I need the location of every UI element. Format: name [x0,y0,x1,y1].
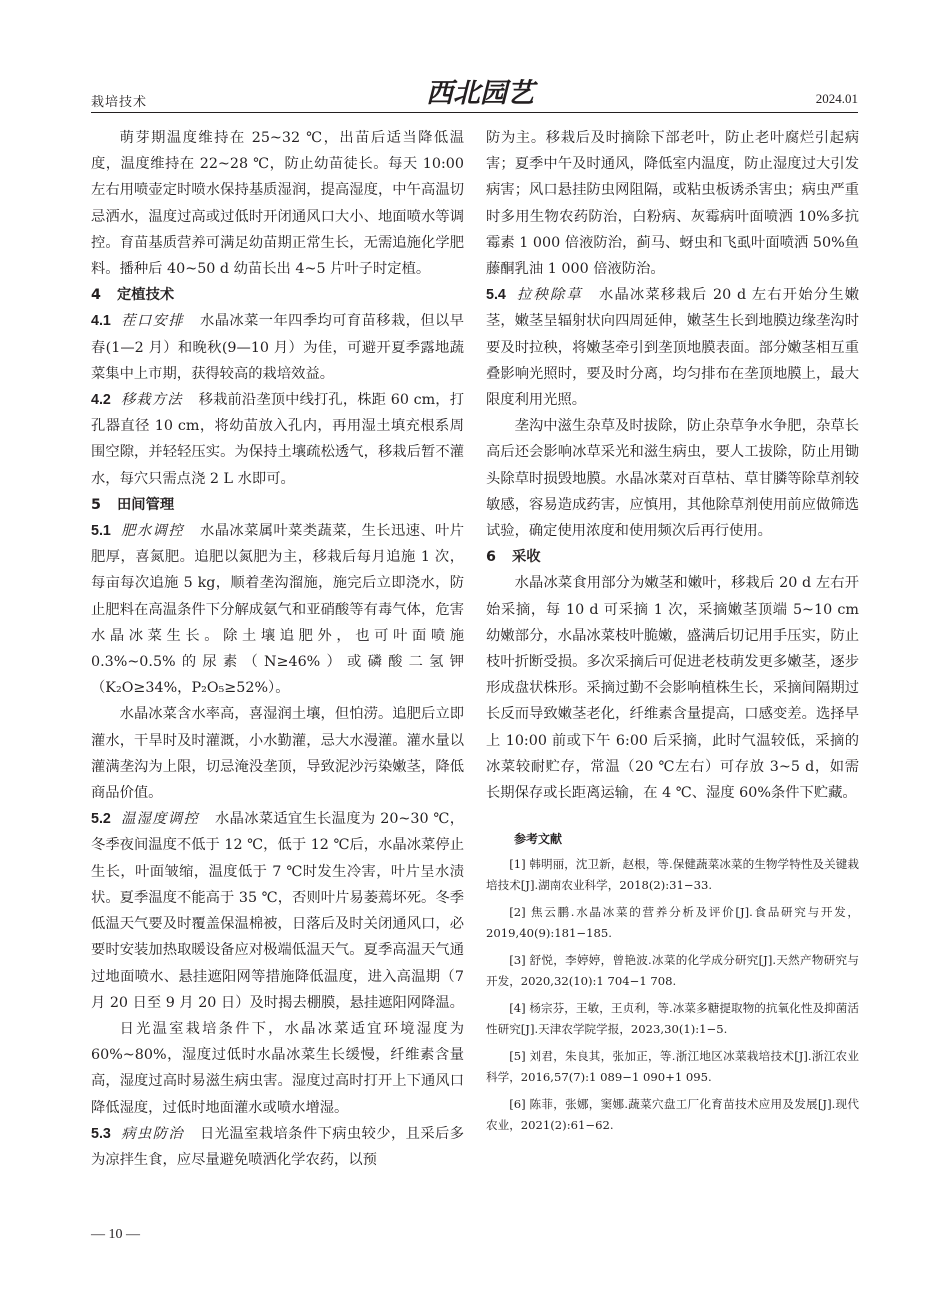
left-column [91,125,464,1173]
subsection-paragraph: 4.2 移栽方法 移栽前沿垄顶中线打孔，株距 60 cm，打孔器直径 10 cm，将幼苗放入孔内，再用湿土填充根系周围空隙，并轻轻压实。为保持土壤疏松透气，移栽后暂不灌水，每穴只需点浇 2 L 水即可。 [91,392,465,487]
paragraph: 水晶冰菜食用部分为嫩茎和嫩叶，移栽后 20 d 左右开始采摘，每 10 d 可采摘 1 次，采摘嫩茎顶端 5~10 cm 幼嫩部分，水晶冰菜枝叶脆嫩，盛满后切记用手压实，防止枝叶折断受损。多次采摘后可促进老枝萌发更多嫩茎，逐步形成盘状株形。采摘过勤不会影响植株生长，采摘间隔期过长反而导致嫩茎老化，纤维素含量提高，口感变差。选择早上 10:00 前或下午 6:00 后采摘，此时气温较低，采摘的冰菜较耐贮存，常温（20 ℃左右）可存放 3~5 d，如需长期保存或长距离运输，在 4 ℃、湿度 60%条件下贮藏。 [486,575,859,802]
reference-item: [2] 焦云鹏.水晶冰菜的营养分析及评价[J].食品研究与开发，2019,40(9):181−185. [486,905,859,941]
section-heading: 5 田间管理 [91,496,175,513]
subsection-paragraph: 5.2 温湿度调控 水晶冰菜适宜生长温度为 20~30 ℃，冬季夜间温度不低于 12 ℃，低于 12 ℃后，水晶冰菜停止生长，叶面皱缩，温度低于 7 ℃时发生冷害，叶片呈水渍状。夏季温度不能高于 35 ℃，否则叶片易萎蔫坏死。冬季低温天气要及时覆盖保温棉被，日落后及时关闭通风口，必要时安装加热取暖设备应对极端低温天气。夏季高温天气通过地面喷水、悬挂遮阳网等措施降低温度，进入高温期（7 月 20 日至 9 月 20 日）及时揭去棚膜，悬挂遮阳网降温。 [91,811,464,1011]
reference-item: [1] 韩明丽，沈卫新，赵根，等.保健蔬菜冰菜的生物学特性及关键栽培技术[J].湖南农业科学，2018(2):31−33. [486,857,859,893]
header-section-label: 栽培技术 [91,95,148,110]
paragraph: 垄沟中滋生杂草及时拔除，防止杂草争水争肥，杂草长高后还会影响冰草采光和滋生病虫，要人工拔除，防止用锄头除草时损毁地膜。水晶冰菜对百草枯、草甘膦等除草剂较敏感，容易造成药害，应慎用，其他除草剂使用前应做筛选试验，确定使用浓度和使用频次后再行使用。 [486,418,859,540]
paragraph: 萌芽期温度维持在 25~32 ℃，出苗后适当降低温度，温度维持在 22~28 ℃，防止幼苗徒长。每天 10:00 左右用喷壶定时喷水保持基质湿润，提高湿度，中午高温切忌洒水，温度过高或过低时开闭通风口大小、地面喷水等调控。育苗基质营养可满足幼苗期正常生长，无需追施化学肥料。播种后 40~50 d 幼苗长出 4~5 片叶子时定植。 [91,130,464,278]
reference-item: [4] 杨宗芬，王敏，王贞利，等.冰菜多糖提取物的抗氧化性及抑菌活性研究[J].天津农学院学报，2023,30(1):1−5. [486,1001,859,1037]
right-column [486,125,859,1142]
subsection-paragraph: 5.4 拉秧除草 水晶冰菜移栽后 20 d 左右开始分生嫩茎，嫩茎呈辐射状向四周延伸，嫩茎生长到地膜边缘垄沟时要及时拉秧，将嫩茎牵引到垄顶地膜表面。部分嫩茎相互重叠影响光照时，要及时分离，均匀排布在垄顶地膜上，最大限度利用光照。 [486,287,859,409]
paragraph: 防为主。移栽后及时摘除下部老叶，防止老叶腐烂引起病害；夏季中午及时通风，降低室内温度，防止湿度过大引发病害；风口悬挂防虫网阻隔，或粘虫板诱杀害虫；病虫严重时多用生物农药防治，白粉病、灰霉病叶面喷洒 10%多抗霉素 1 000 倍液防治，蓟马、蚜虫和飞虱叶面喷洒 50%鱼藤酮乳油 1 000 倍液防治。 [486,130,859,278]
references-title: 参考文献 [514,832,563,847]
page-number: — 10 — [91,1227,140,1242]
paragraph: 水晶冰菜含水率高，喜湿润土壤，但怕涝。追肥后立即灌水，干旱时及时灌溉，小水勤灌，忌大水漫灌。灌水量以灌满垄沟为上限，切忌淹没垄顶，导致泥沙污染嫩茎，降低商品价值。 [91,706,464,802]
journal-logo-text: 西北园艺 [426,78,534,109]
subsection-paragraph: 4.1 茬口安排 水晶冰菜一年四季均可育苗移栽，但以早春(1—2 月）和晚秋(9—10 月）为佳，可避开夏季露地蔬菜集中上市期，获得较高的栽培效益。 [91,313,464,382]
issue-label: 2024.01 [815,91,858,106]
subsection-paragraph: 5.3 病虫防治 日光温室栽培条件下病虫较少，且采后多为凉拌生食，应尽量避免喷洒化学农药，以预 [91,1125,464,1168]
subsection-paragraph: 5.1 肥水调控 水晶冰菜属叶菜类蔬菜，生长迅速、叶片肥厚，喜氮肥。追肥以氮肥为主，移栽后每月追施 1 次，每亩每次追施 5 kg，顺着垄沟溜施，施完后立即浇水，防止肥料在高温条件下分解成氨气和亚硝酸等有毒气体，危害水晶冰菜生长。除土壤追肥外，也可叶面喷施 0.3%~0.5%的尿素（N≥46%）或磷酸二氢钾（K₂O≥34%，P₂O₅≥52%）。 [91,523,464,697]
section-heading: 6 采收 [486,549,541,566]
paragraph: 日光温室栽培条件下，水晶冰菜适宜环境湿度为 60%~80%，湿度过低时水晶冰菜生长缓慢，纤维素含量高，湿度过高时易滋生病虫害。湿度过高时打开上下通风口降低湿度，过低时地面灌水或喷水增湿。 [91,1020,464,1116]
reference-item: [3] 舒悦，李婷婷，曾艳波.冰菜的化学成分研究[J].天然产物研究与开发，2020,32(10):1 704−1 708. [486,953,859,989]
references [486,828,859,1136]
section-heading: 4 定植技术 [91,287,175,304]
reference-item: [6] 陈菲，张娜，窦娜.蔬菜穴盘工厂化育苗技术应用及发展[J].现代农业，2021(2):61−62. [486,1097,859,1133]
header-rule [91,112,858,113]
reference-item: [5] 刘君，朱良其，张加正，等.浙江地区冰菜栽培技术[J].浙江农业科学，2016,57(7):1 089−1 090+1 095. [486,1049,859,1085]
journal-logo [406,74,554,110]
